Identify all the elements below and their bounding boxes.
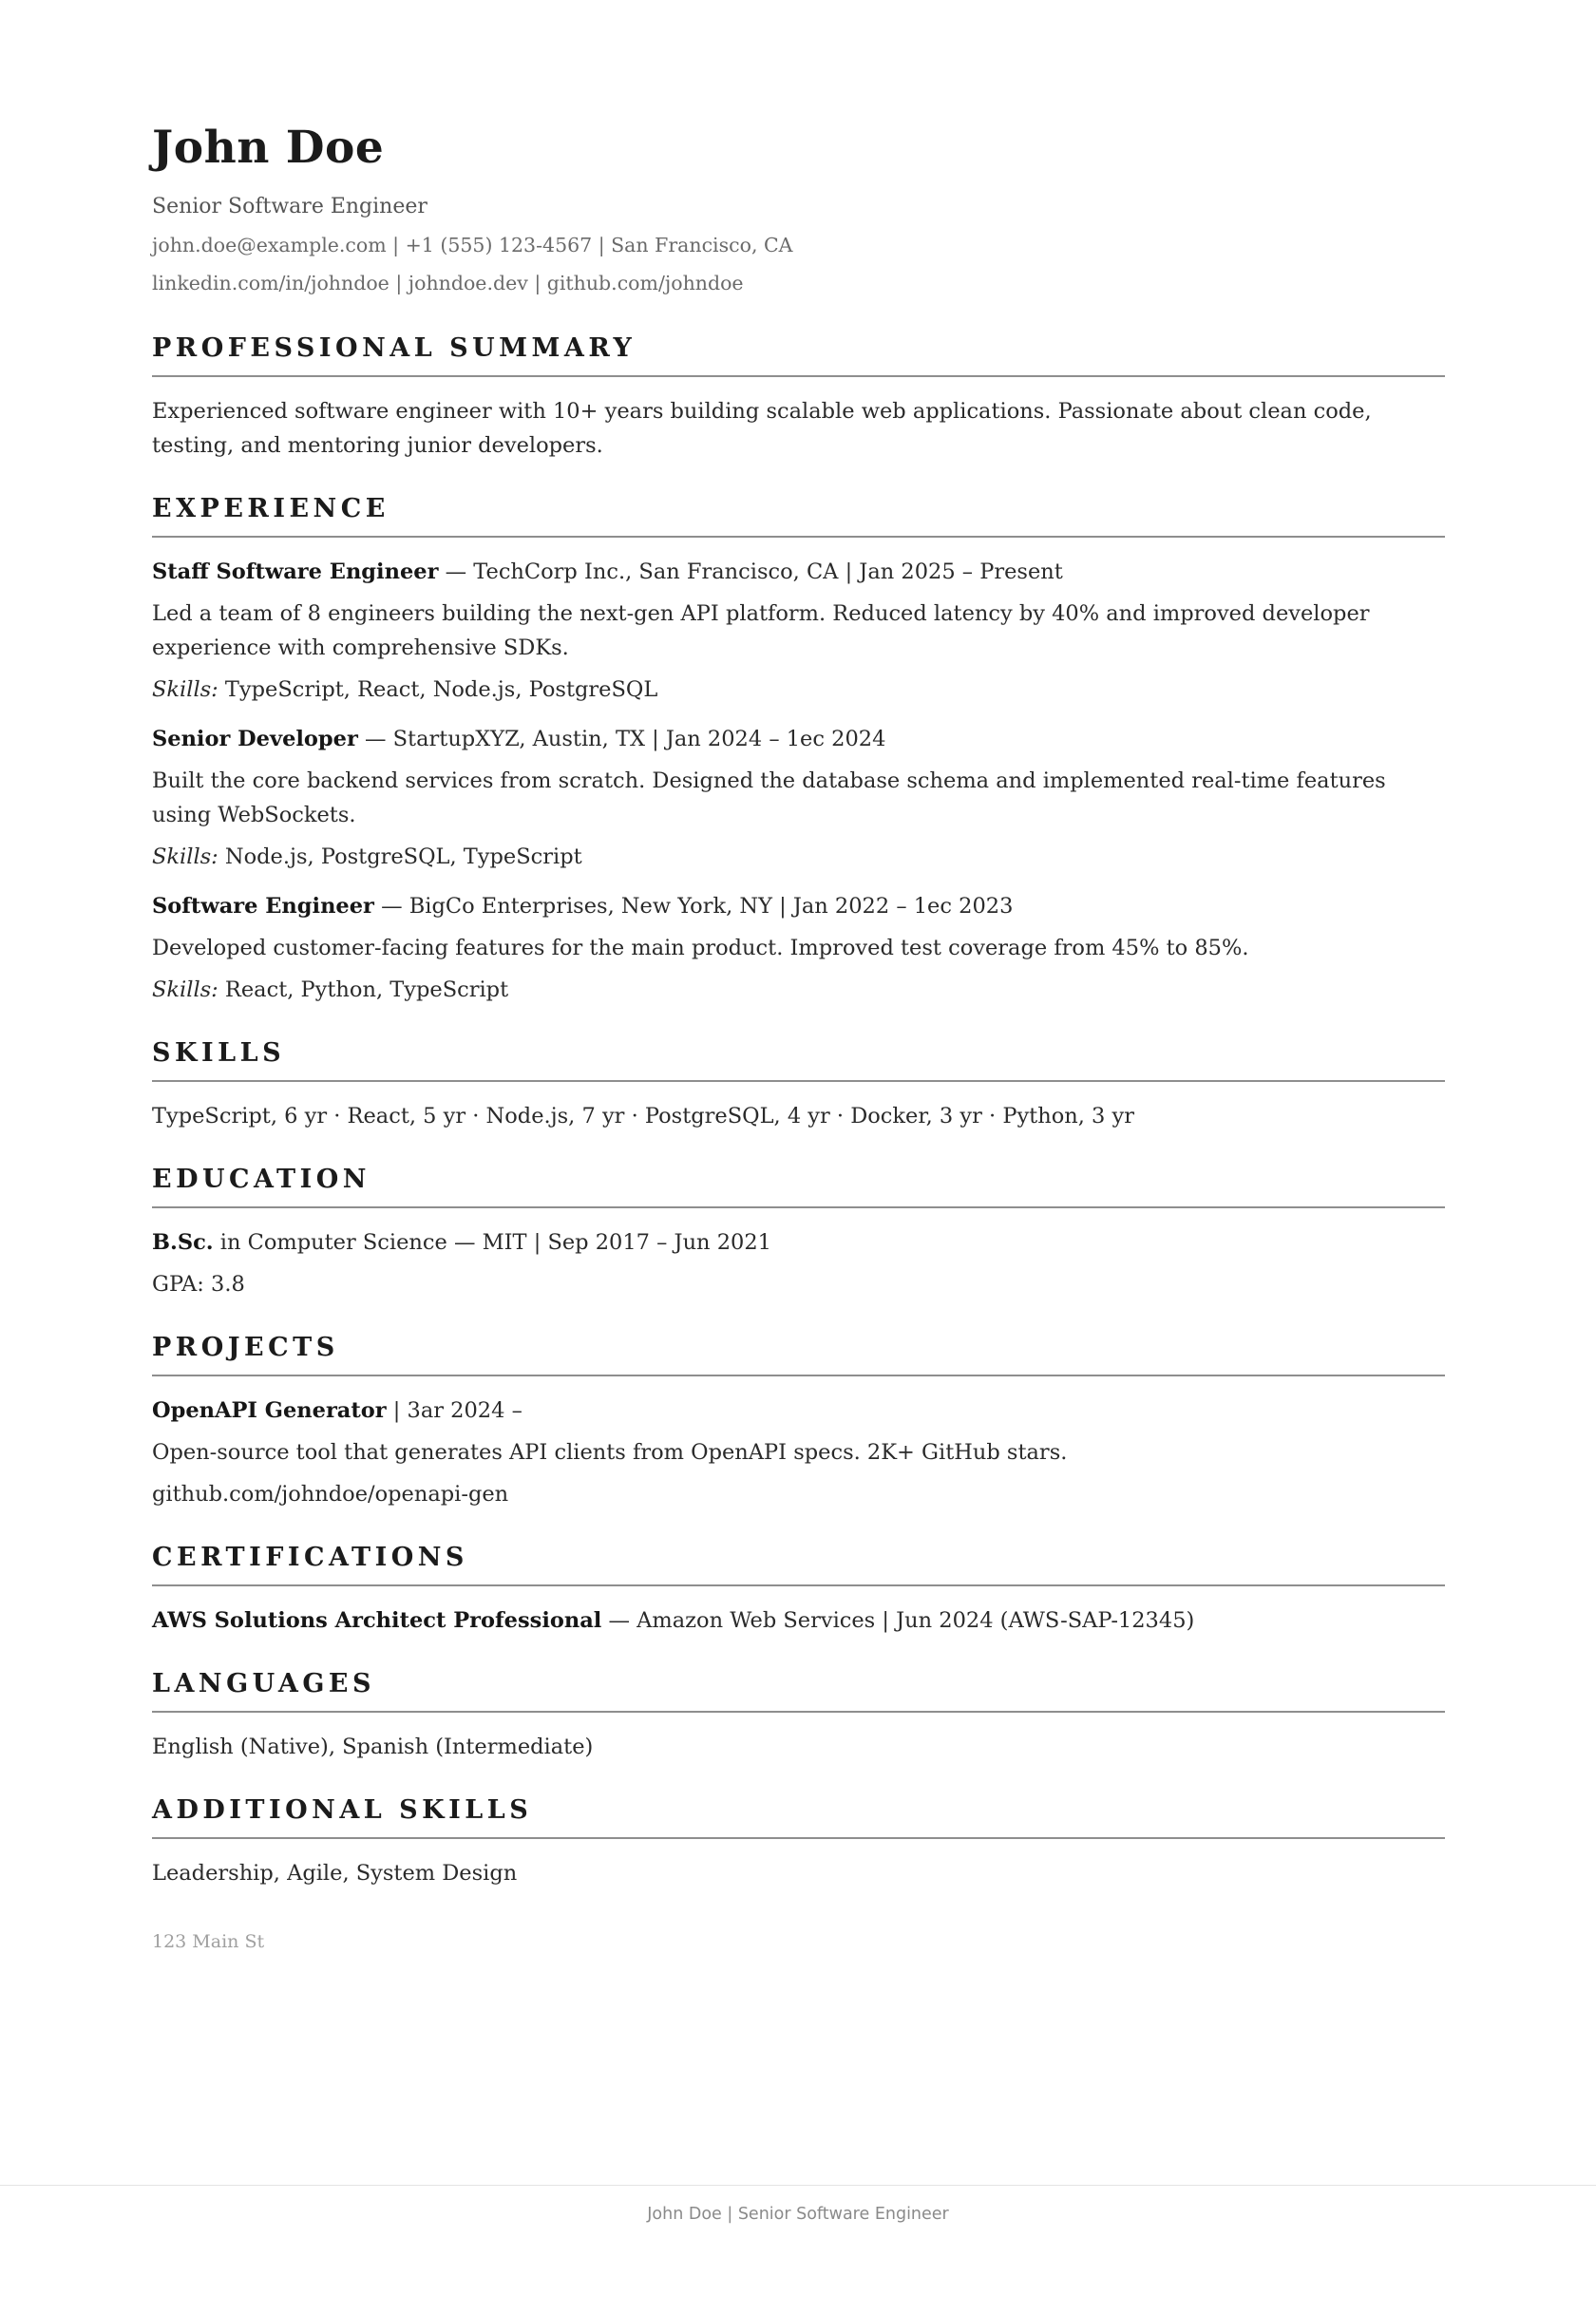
education-section: [152, 1161, 1445, 1301]
experience-role: Senior Developer: [152, 727, 358, 751]
education-line: [152, 1225, 1445, 1260]
education-degree: B.Sc.: [152, 1230, 214, 1255]
additional-skills-text: Leadership, Agile, System Design: [152, 1861, 518, 1886]
certification-name: AWS Solutions Architect Professional: [152, 1608, 602, 1633]
skills-label: Skills:: [152, 677, 218, 702]
languages-heading: LANGUAGES: [152, 1665, 1445, 1713]
experience-section: [152, 490, 1445, 1007]
experience-entry: [152, 722, 1445, 874]
experience-role: Staff Software Engineer: [152, 560, 439, 584]
skills-heading: SKILLS: [152, 1034, 1445, 1082]
experience-heading: EXPERIENCE: [152, 490, 1445, 538]
additional-skills-section: [152, 1792, 1445, 1890]
skills-text: TypeScript, 6 yr · React, 5 yr · Node.js, 7 yr · PostgreSQL, 4 yr · Docker, 3 yr · Python, 3 yr: [152, 1104, 1134, 1129]
experience-skills: [152, 840, 1445, 874]
experience-description: Developed customer-facing features for the main product. Improved test coverage from 45% to 85%.: [152, 936, 1249, 960]
links-line: linkedin.com/in/johndoe | johndoe.dev | github.com/johndoe: [152, 272, 744, 294]
certification-line: [152, 1603, 1445, 1638]
additional-skills-heading: ADDITIONAL SKILLS: [152, 1792, 1445, 1839]
education-gpa: GPA: 3.8: [152, 1272, 245, 1297]
skills-section: [152, 1034, 1445, 1133]
project-link[interactable]: github.com/johndoe/openapi-gen: [152, 1482, 509, 1507]
project-line: [152, 1394, 1445, 1428]
experience-heading-line: [152, 555, 1445, 589]
candidate-title: Senior Software Engineer: [152, 195, 428, 218]
skills-label: Skills:: [152, 977, 218, 1002]
experience-meta: — TechCorp Inc., San Francisco, CA | Jan 2025 – Present: [438, 560, 1063, 584]
education-detail: in Computer Science — MIT | Sep 2017 – Jun 2021: [213, 1230, 771, 1255]
contact-line: john.doe@example.com | +1 (555) 123-4567 | San Francisco, CA: [152, 234, 793, 256]
project-name: OpenAPI Generator: [152, 1398, 387, 1423]
experience-skills: [152, 973, 1445, 1007]
project-description: Open-source tool that generates API clients from OpenAPI specs. 2K+ GitHub stars.: [152, 1440, 1068, 1465]
skills-label: Skills:: [152, 844, 218, 869]
skills-list: Node.js, PostgreSQL, TypeScript: [218, 844, 582, 869]
candidate-name: John Doe: [152, 122, 385, 174]
certifications-section: [152, 1539, 1445, 1638]
experience-entry: [152, 889, 1445, 1007]
address-text: 123 Main St: [152, 1931, 265, 1952]
experience-entry: [152, 555, 1445, 707]
languages-text: English (Native), Spanish (Intermediate): [152, 1735, 594, 1759]
experience-description: Built the core backend services from scratch. Designed the database schema and implemented real-time features using WebSockets.: [152, 768, 1386, 827]
summary-text: Experienced software engineer with 10+ years building scalable web applications. Passionate about clean code, testing, and mentoring junior developers.: [152, 399, 1372, 458]
summary-section: [152, 330, 1445, 463]
experience-heading-line: [152, 889, 1445, 923]
projects-section: [152, 1329, 1445, 1511]
certifications-heading: CERTIFICATIONS: [152, 1539, 1445, 1586]
certification-detail: — Amazon Web Services | Jun 2024 (AWS-SAP-12345): [601, 1608, 1195, 1633]
skills-list: TypeScript, React, Node.js, PostgreSQL: [218, 677, 658, 702]
experience-meta: — StartupXYZ, Austin, TX | Jan 2024 – 1ec 2024: [357, 727, 886, 751]
experience-skills: [152, 673, 1445, 707]
languages-section: [152, 1665, 1445, 1764]
skills-list: React, Python, TypeScript: [218, 977, 509, 1002]
summary-heading: PROFESSIONAL SUMMARY: [152, 330, 1445, 377]
experience-role: Software Engineer: [152, 894, 374, 919]
projects-heading: PROJECTS: [152, 1329, 1445, 1376]
resume-header: [152, 112, 1445, 302]
experience-description: Led a team of 8 engineers building the next-gen API platform. Reduced latency by 40% and improved developer experience with comprehensive SDKs.: [152, 601, 1370, 660]
resume-page: [152, 112, 1445, 1957]
page-footer: John Doe | Senior Software Engineer: [0, 2185, 1596, 2224]
project-date: | 3ar 2024 –: [386, 1398, 522, 1423]
experience-meta: — BigCo Enterprises, New York, NY | Jan 2022 – 1ec 2023: [373, 894, 1014, 919]
education-heading: EDUCATION: [152, 1161, 1445, 1208]
experience-heading-line: [152, 722, 1445, 756]
